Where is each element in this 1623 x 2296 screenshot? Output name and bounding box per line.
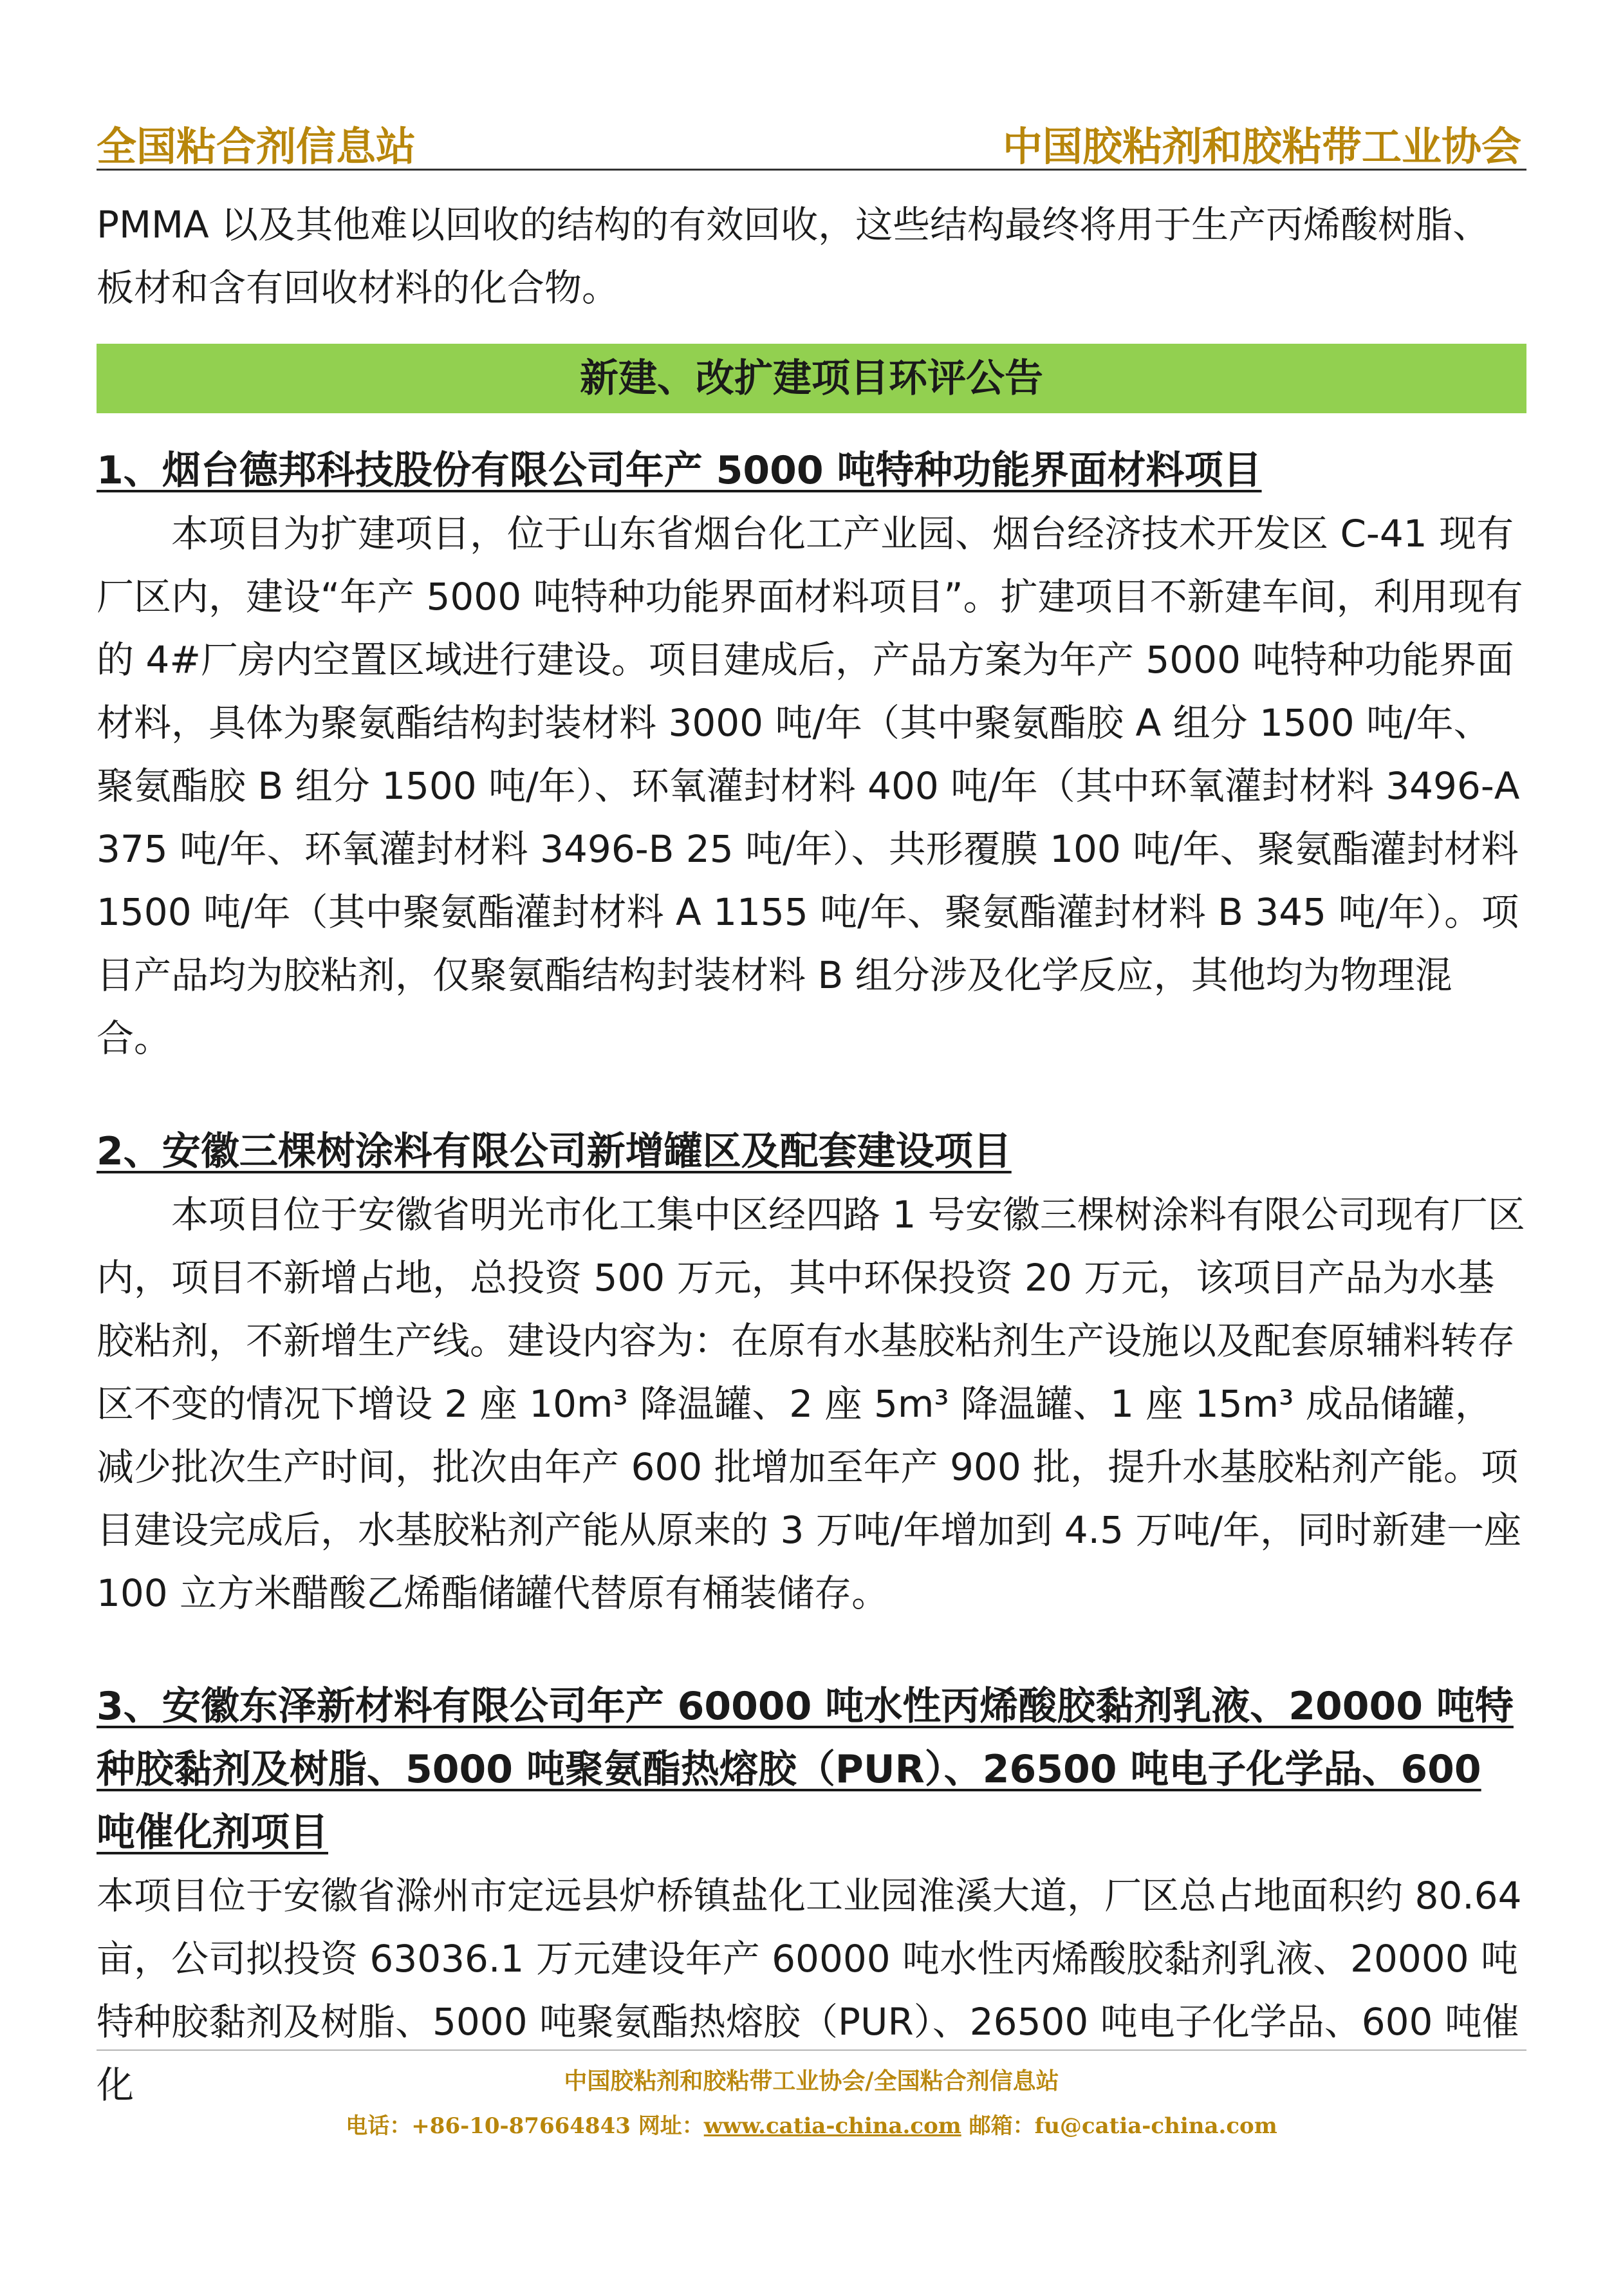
project-3-title: 3、安徽东泽新材料有限公司年产 60000 吨水性丙烯酸胶黏剂乳液、20000 吨特种胶黏剂及树脂、5000 吨聚氨酯热熔胶（PUR）、26500 吨电子化学品、600 吨催化剂项目 (97, 1684, 1514, 1855)
project-3-body: 本项目位于安徽省滁州市定远县炉桥镇盐化工业园淮溪大道，厂区总占地面积约 80.64 亩，公司拟投资 63036.1 万元建设年产 60000 吨水性丙烯酸胶黏剂乳液、20000 吨特种胶黏剂及树脂、5000 吨聚氨酯热熔胶（PUR）、26500 吨电子化学品、600 吨催化 (97, 1874, 1522, 2107)
footer-organization: 中国胶粘剂和胶粘带工业协会/全国粘合剂信息站 (564, 2067, 1059, 2095)
header-right-title: 中国胶粘剂和胶粘带工业协会 (1002, 123, 1521, 170)
header-left-title: 全国粘合剂信息站 (97, 123, 416, 170)
footer-phone: 电话：+86-10-87664843 网址： (346, 2113, 704, 2139)
footer-divider (97, 2049, 1526, 2051)
footer-email: 邮箱：fu@catia-china.com (961, 2113, 1277, 2139)
project-2-body: 本项目位于安徽省明光市化工集中区经四路 1 号安徽三棵树涂料有限公司现有厂区内，项目不新增占地，总投资 500 万元，其中环保投资 20 万元，该项目产品为水基胶粘剂，不新增生产线。建设内容为：在原有水基胶粘剂生产设施以及配套原辅料转存区不变的情况下增设 2 座 10m³ 降温罐、2 座 5m³ 降温罐、1 座 15m³ 成品储罐，减少批次生产时间，批次由年产 600 批增加至年产 900 批，提升水基胶粘剂产能。项目建设完成后，水基胶粘剂产能从原来的 3 万吨/年增加到 4.5 万吨/年，同时新建一座 100 立方米醋酸乙烯酯储罐代替原有桶装储存。 (97, 1193, 1525, 1615)
section-banner: 新建、改扩建项目环评公告 (97, 344, 1526, 413)
header-divider (97, 169, 1526, 171)
footer-contact (0, 2108, 1623, 2140)
project-2-title: 2、安徽三棵树涂料有限公司新增罐区及配套建设项目 (97, 1129, 1012, 1174)
project-1-title: 1、烟台德邦科技股份有限公司年产 5000 吨特种功能界面材料项目 (97, 448, 1262, 493)
project-1-body: 本项目为扩建项目，位于山东省烟台化工产业园、烟台经济技术开发区 C-41 现有厂区内，建设“年产 5000 吨特种功能界面材料项目”。扩建项目不新建车间，利用现有的 4#厂房内空置区域进行建设。项目建成后，产品方案为年产 5000 吨特种功能界面材料，具体为聚氨酯结构封装材料 3000 吨/年（其中聚氨酯胶 A 组分 1500 吨/年、聚氨酯胶 B 组分 1500 吨/年）、环氧灌封材料 400 吨/年（其中环氧灌封材料 3496-A 375 吨/年、环氧灌封材料 3496-B 25 吨/年）、共形覆膜 100 吨/年、聚氨酯灌封材料 1500 吨/年（其中聚氨酯灌封材料 A 1155 吨/年、聚氨酯灌封材料 B 345 吨/年）。项目产品均为胶粘剂，仅聚氨酯结构封装材料 B 组分涉及化学反应，其他均为物理混合。 (97, 512, 1523, 1060)
intro-paragraph: PMMA 以及其他难以回收的结构的有效回收，这些结构最终将用于生产丙烯酸树脂、板材和含有回收材料的化合物。 (97, 203, 1490, 310)
footer-website-link[interactable]: www.catia-china.com (703, 2113, 961, 2139)
